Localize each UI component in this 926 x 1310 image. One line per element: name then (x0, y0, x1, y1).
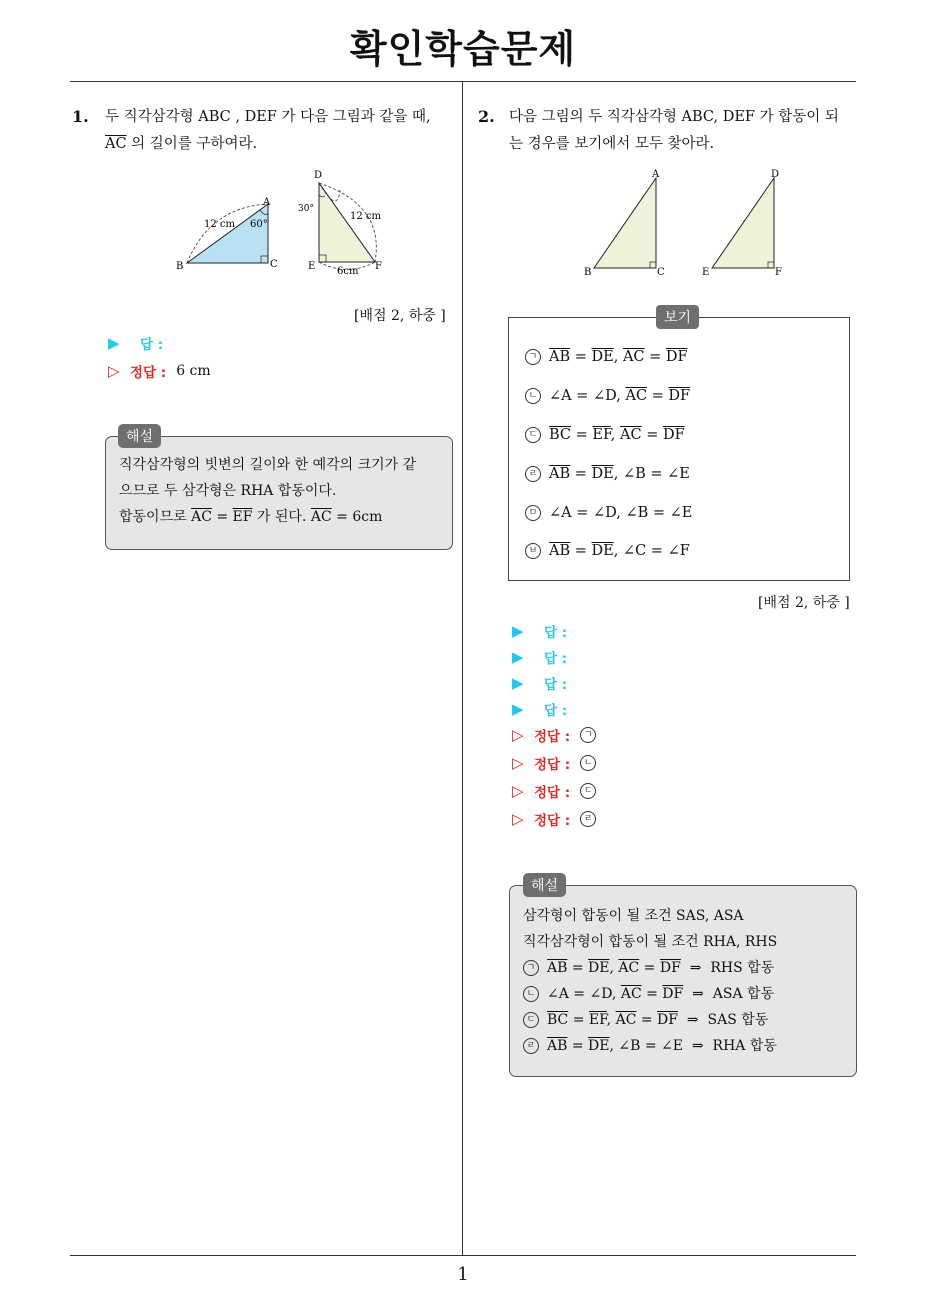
circle-mark: ㄱ (580, 727, 596, 743)
label-f: F (375, 261, 382, 272)
answer-marker-icon: ▶ (512, 622, 524, 640)
question-1-line2: $\overline{AC}$ 의 길이를 구하여라. (105, 136, 258, 152)
explanation-body (119, 452, 449, 530)
circle-mark: ㄹ (580, 811, 596, 827)
explanation-line: ㄱ $\overline{AB} = \overline{DE}$, $\overline{AC} = \overline{DF}$ ⇒ RHS 합동 (523, 955, 853, 981)
answer-label: 답 : (544, 703, 568, 719)
answer-marker-icon: ▶ (512, 700, 524, 718)
circle-mark: ㄷ (525, 427, 541, 443)
column-divider (462, 82, 463, 1256)
answer-label: 답 : (544, 625, 568, 641)
correct-value: 6 cm (176, 363, 211, 379)
correct-label: 정답 : (534, 785, 571, 801)
question-1-correct-row (108, 360, 211, 382)
question-2-answer-row (512, 698, 567, 720)
question-2-answer-row (512, 646, 567, 668)
bogi-item: ㅂ $\overline{AB} = \overline{DE}$, ∠C = ∠F (525, 543, 690, 559)
label-c: C (270, 259, 278, 270)
label-length-df: 12 cm (350, 211, 381, 222)
question-2-score: [배점 2, 하중 ] (758, 595, 850, 611)
answer-marker-icon: ▶ (512, 674, 524, 692)
bogi-item: ㄹ $\overline{AB} = \overline{DE}$, ∠B = ∠E (525, 466, 690, 482)
label-d: D (771, 169, 780, 180)
question-2-correct-row (512, 780, 604, 802)
answer-label: 답 : (544, 651, 568, 667)
question-1-answer-row (108, 332, 163, 354)
question-1-text (105, 104, 457, 158)
label-e: E (702, 267, 710, 278)
question-2-correct-row (512, 808, 604, 830)
bogi-item: ㅁ ∠A = ∠D, ∠B = ∠E (525, 505, 692, 521)
label-e: E (308, 261, 316, 272)
answer-marker-icon: ▶ (108, 334, 120, 352)
bogi-item: ㄱ $\overline{AB} = \overline{DE}$, $\overline{AC} = \overline{DF}$ (525, 349, 688, 365)
circle-mark: ㄷ (580, 783, 596, 799)
label-length-ab: 12 cm (204, 219, 235, 230)
label-length-ef: 6cm (337, 266, 359, 277)
question-2-correct-row (512, 724, 604, 746)
triangle-def (712, 178, 774, 268)
explanation-line: ㄹ $\overline{AB} = \overline{DE}$, ∠B = ∠E ⇒ RHA 합동 (523, 1033, 853, 1059)
correct-marker-icon: ▷ (512, 726, 524, 744)
label-a: A (652, 169, 660, 180)
page-number: 1 (457, 1264, 469, 1285)
question-2-answer-row (512, 672, 567, 694)
bottom-rule (70, 1255, 856, 1256)
question-1-line1: 두 직각삼각형 ABC , DEF 가 다음 그림과 같을 때, (105, 109, 431, 125)
label-a: A (263, 197, 271, 208)
label-b: B (176, 261, 184, 272)
label-b: B (584, 267, 592, 278)
question-1-number: 1. (72, 107, 89, 126)
correct-marker-icon: ▷ (512, 810, 524, 828)
triangle-abc (187, 204, 268, 263)
question-2-explanation (509, 885, 857, 1077)
question-1-score: [배점 2, 하중 ] (354, 308, 446, 324)
correct-marker-icon: ▷ (512, 782, 524, 800)
circle-mark: ㅁ (525, 505, 541, 521)
segment-ac: $\overline{AC}$ (105, 136, 127, 152)
circle-mark: ㅂ (525, 543, 541, 559)
label-c: C (657, 267, 665, 278)
question-2-line2: 는 경우를 보기에서 모두 찾아라. (509, 136, 715, 152)
answer-label: 답 : (140, 337, 164, 353)
bogi-item: ㄷ $\overline{BC} = \overline{EF}$, $\overline{AC} = \overline{DF}$ (525, 427, 685, 443)
question-1-explanation (105, 436, 453, 550)
correct-label: 정답 : (534, 813, 571, 829)
explanation-tag: 해설 (523, 873, 566, 897)
correct-marker-icon: ▷ (108, 362, 120, 380)
explanation-tag: 해설 (118, 424, 161, 448)
label-f: F (775, 267, 782, 278)
question-2-text (509, 104, 859, 158)
explanation-body (523, 903, 853, 1059)
circle-mark: ㄱ (525, 349, 541, 365)
triangle-def (319, 183, 375, 262)
triangle-abc (594, 178, 656, 268)
explanation-line: 직각삼각형이 합동이 될 조건 RHA, RHS (523, 934, 778, 950)
correct-label: 정답 : (534, 729, 571, 745)
answer-label: 답 : (544, 677, 568, 693)
explanation-line: 으므로 두 삼각형은 RHA 합동이다. (119, 483, 337, 499)
question-2-number: 2. (478, 107, 495, 126)
question-2-figure (575, 165, 800, 283)
question-2-correct-row (512, 752, 604, 774)
bogi-tag: 보기 (656, 305, 699, 329)
explanation-line: 직각삼각형의 빗변의 길이와 한 예각의 크기가 같 (119, 457, 417, 473)
label-angle-d: 30° (298, 204, 314, 214)
correct-label: 정답 : (534, 757, 571, 773)
question-2-line1: 다음 그림의 두 직각삼각형 ABC, DEF 가 합동이 되 (509, 109, 839, 125)
page-title: 확인학습문제 (349, 27, 577, 71)
explanation-line: 삼각형이 합동이 될 조건 SAS, ASA (523, 908, 744, 924)
label-angle-a: 60° (250, 219, 268, 230)
explanation-line: ㄷ $\overline{BC} = \overline{EF}$, $\overline{AC} = \overline{DF}$ ⇒ SAS 합동 (523, 1007, 853, 1033)
answer-marker-icon: ▶ (512, 648, 524, 666)
correct-label: 정답 : (130, 365, 167, 381)
explanation-line: 합동이므로 $\overline{AC} = \overline{EF}$ 가 된다. $\overline{AC} = 6cm$ (119, 509, 383, 525)
label-d: D (314, 170, 323, 181)
circle-mark: ㄴ (525, 388, 541, 404)
question-2-answer-row (512, 620, 567, 642)
circle-mark: ㄴ (580, 755, 596, 771)
bogi-item: ㄴ ∠A = ∠D, $\overline{AC} = \overline{DF}$ (525, 388, 690, 404)
explanation-line: ㄴ ∠A = ∠D, $\overline{AC} = \overline{DF}$ ⇒ ASA 합동 (523, 981, 853, 1007)
correct-marker-icon: ▷ (512, 754, 524, 772)
top-rule (70, 81, 856, 82)
circle-mark: ㄹ (525, 466, 541, 482)
question-1-figure (170, 165, 390, 285)
